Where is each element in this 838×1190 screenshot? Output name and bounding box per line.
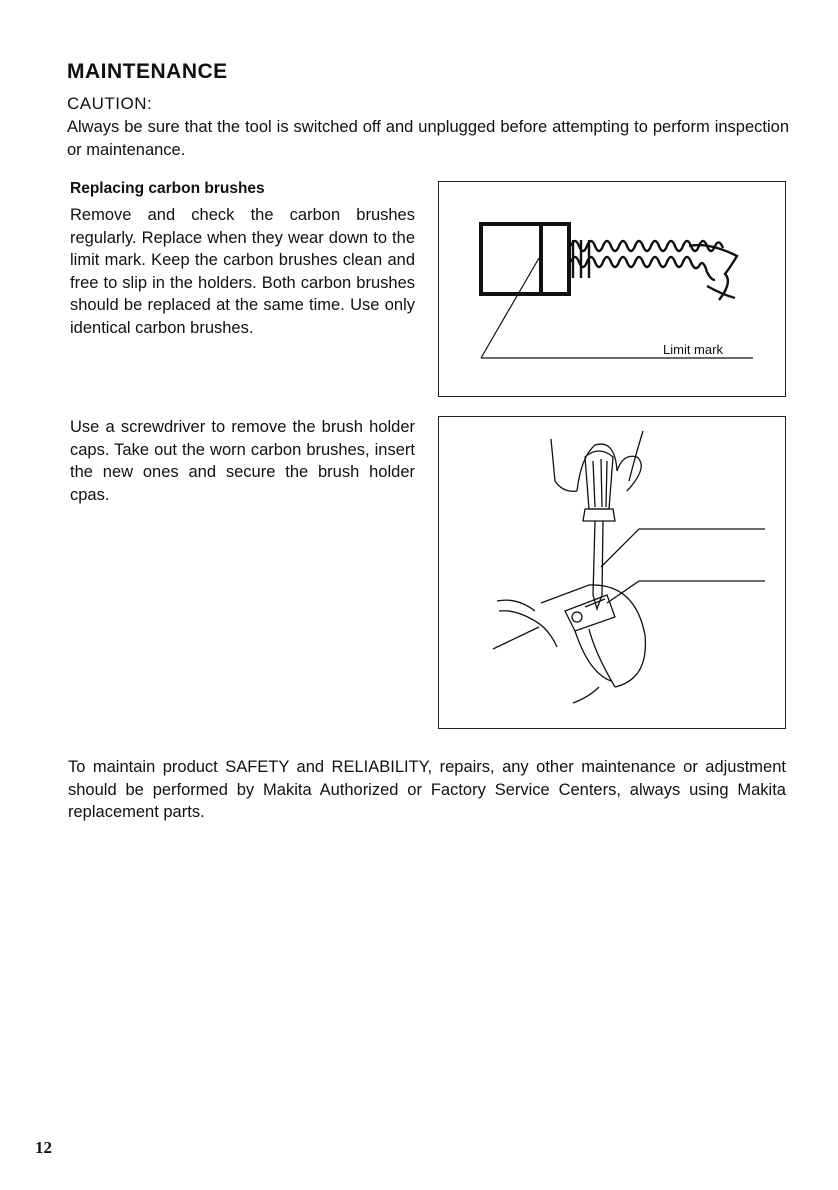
safety-paragraph: To maintain product SAFETY and RELIABILITY, repairs, any other maintenance or adjustment should be performed by Makita Authorized or Factory Service Centers, always using Makita replacement parts. (68, 758, 786, 821)
brush-holder-figure (438, 416, 786, 729)
section-heading-carbon-brushes: Replacing carbon brushes (70, 180, 265, 197)
page-title: MAINTENANCE (67, 60, 228, 83)
brush-holder-paragraph: Use a screwdriver to remove the brush holder caps. Take out the worn carbon brushes, insert the new ones and secure the brush holder cpas. (70, 418, 415, 504)
caution-text: Always be sure that the tool is switched off and unplugged before attempting to perform inspection or maintenance. (67, 118, 789, 159)
carbon-brush-figure (438, 181, 786, 397)
page-number: 12 (35, 1138, 52, 1157)
carbon-brushes-paragraph: Remove and check the carbon brushes regularly. Replace when they wear down to the limit mark. Keep the carbon brushes clean and free to slip in the holders. Both carbon brushes should be replaced at the same time. Use only identical carbon brushes. (70, 206, 415, 337)
caution-label: CAUTION: (67, 94, 153, 113)
screwdriver-illustration (439, 417, 785, 728)
limit-mark-label: Limit mark (663, 342, 723, 357)
carbon-brush-illustration (439, 182, 785, 396)
